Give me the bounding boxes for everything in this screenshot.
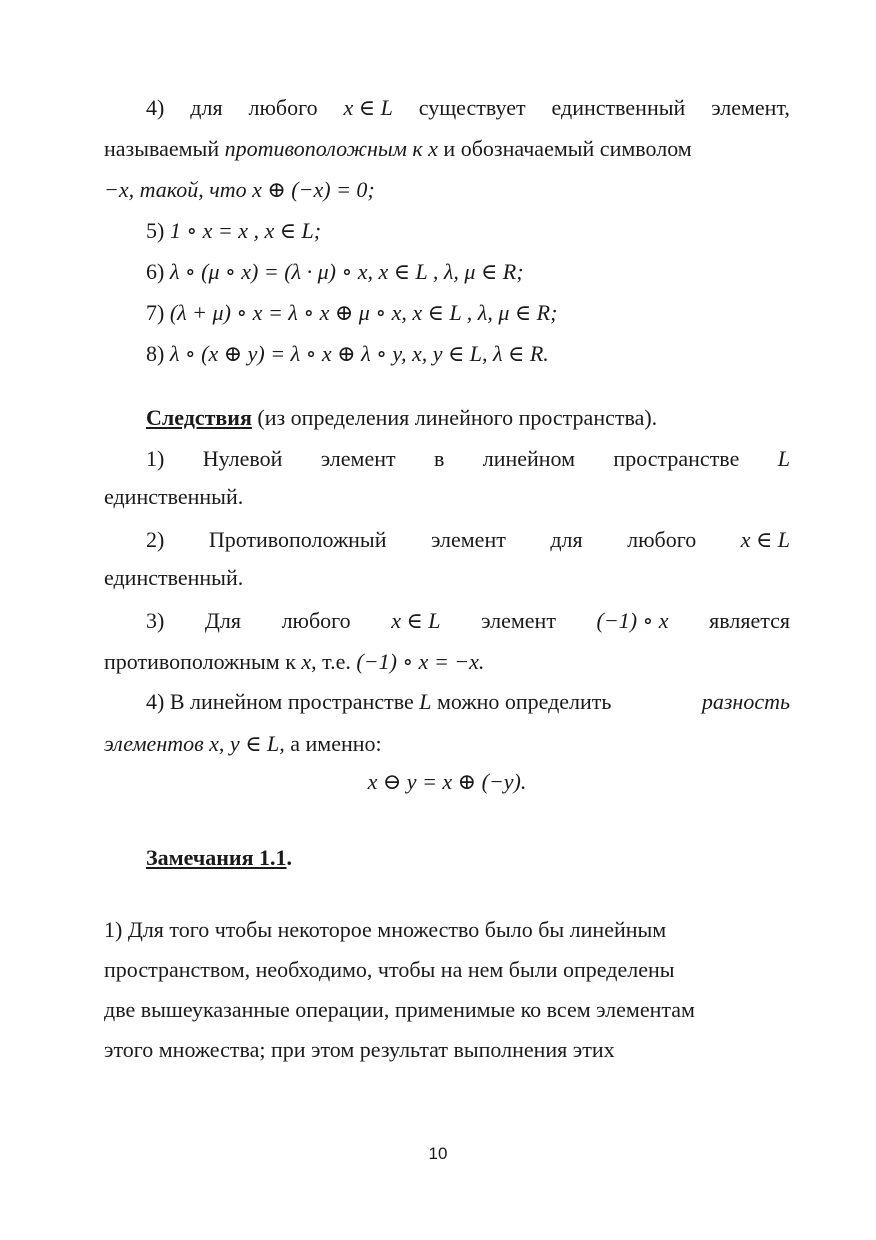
word: элемент xyxy=(481,608,556,633)
math-inline: x ∈ L xyxy=(391,608,441,633)
word: единственный xyxy=(551,95,686,120)
axiom-7 xyxy=(146,298,790,328)
remark-1-line: две вышеуказанные операции, применимые ко всем элементам xyxy=(104,997,695,1022)
axiom-number: 6) xyxy=(146,259,170,284)
word: пространстве xyxy=(613,446,740,471)
corollary-1-line-2: единственный. xyxy=(104,484,244,509)
word: элемент xyxy=(430,527,506,552)
axiom-number: 7) xyxy=(146,300,170,325)
section-heading: Следствия xyxy=(146,405,252,430)
word: 1) xyxy=(146,446,165,471)
difference-formula: x ⊖ y = x ⊕ (−y). xyxy=(367,769,527,794)
corollary-2-line-1 xyxy=(146,525,790,555)
math-inline: 1 ∘ x = x , x ∈ L; xyxy=(169,218,322,243)
math-inline: λ ∘ (x ⊕ y) = λ ∘ x ⊕ λ ∘ y, x, y ∈ L, λ ∈ R. xyxy=(169,341,549,366)
text: и обозначаемый символом xyxy=(437,136,692,161)
corollary-4-line-2 xyxy=(104,729,790,759)
word: линейном xyxy=(482,446,576,471)
math-inline: x xyxy=(301,649,312,674)
math-inline: L xyxy=(777,446,790,471)
word: элемент, xyxy=(711,95,790,120)
page-number: 10 xyxy=(428,1144,448,1163)
text: . xyxy=(286,845,292,870)
axiom-5 xyxy=(146,216,790,246)
word: является xyxy=(709,608,790,633)
word: в xyxy=(433,446,445,471)
corollary-3-line-2 xyxy=(104,647,790,677)
math-inline: λ ∘ (μ ∘ x) = (λ · μ) ∘ x, x ∈ L , λ, μ ∈ R; xyxy=(169,259,524,284)
remark-1-line: 1) Для того чтобы некоторое множество было бы линейным xyxy=(104,917,667,942)
axiom-6 xyxy=(146,257,790,287)
word: 3) xyxy=(146,608,165,633)
remarks-heading xyxy=(146,843,790,873)
axiom-number: 5) xyxy=(146,218,170,243)
word: любого xyxy=(248,95,318,120)
word: элемент xyxy=(320,446,396,471)
math-inline: (−1) ∘ x xyxy=(596,608,669,633)
word: любого xyxy=(627,527,697,552)
axiom-4-line-1 xyxy=(146,93,790,123)
section-heading: Замечания 1.1 xyxy=(146,845,287,870)
text: , т.е. xyxy=(311,649,357,674)
italic-term: элементов xyxy=(104,731,204,756)
word: для xyxy=(550,527,583,552)
corollary-4-line-1 xyxy=(146,687,790,717)
axiom-8 xyxy=(146,339,790,369)
corollary-2-line-2: единственный. xyxy=(104,565,244,590)
word: любого xyxy=(281,608,351,633)
word: существует xyxy=(418,95,526,120)
text: противоположным к xyxy=(104,649,302,674)
word: Для xyxy=(204,608,241,633)
text: (из определения линейного пространства). xyxy=(251,405,658,430)
axiom-4-line-2 xyxy=(104,134,790,164)
italic-term: противоположным к x xyxy=(224,136,438,161)
corollaries-heading xyxy=(146,403,790,433)
word: Нулевой xyxy=(202,446,283,471)
math-inline: x ∈ L xyxy=(740,527,790,552)
axiom-4-line-3: −x, такой, что x ⊕ (−x) = 0; xyxy=(104,177,375,202)
word: для xyxy=(190,95,223,120)
math-inline: x ∈ L xyxy=(343,95,393,120)
math-inline: (λ + μ) ∘ x = λ ∘ x ⊕ μ ∘ x, x ∈ L , λ, μ ∈ R; xyxy=(169,300,558,325)
italic-term: разность xyxy=(701,689,790,714)
corollary-3-line-1 xyxy=(146,606,790,636)
word: 4) xyxy=(146,95,165,120)
axiom-number: 8) xyxy=(146,341,170,366)
text: называемый xyxy=(104,136,225,161)
remark-1-line: пространством, необходимо, чтобы на нем были определены xyxy=(104,957,675,982)
math-inline: L xyxy=(419,689,432,714)
remark-1-line: этого множества; при этом результат выполнения этих xyxy=(104,1037,615,1062)
word: 2) xyxy=(146,527,165,552)
corollary-4-text xyxy=(146,687,611,717)
text: а именно: xyxy=(284,731,382,756)
text: можно определить xyxy=(431,689,612,714)
corollary-1-line-1 xyxy=(146,444,790,474)
math-inline: (−1) ∘ x = −x. xyxy=(356,649,485,674)
math-inline: x, y ∈ L, xyxy=(203,731,285,756)
text: 4) В линейном пространстве xyxy=(146,689,420,714)
word: Противоположный xyxy=(208,527,387,552)
